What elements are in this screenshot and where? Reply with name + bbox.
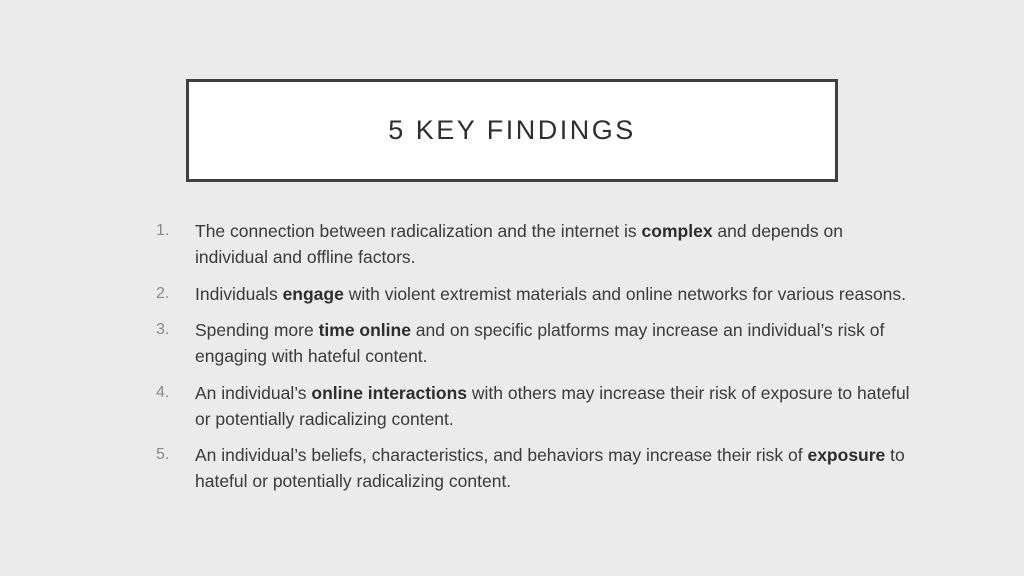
finding-emphasis: online interactions xyxy=(311,382,467,403)
finding-item-5 xyxy=(150,442,920,494)
finding-emphasis: time online xyxy=(318,320,411,340)
finding-text-after: and depends on individual and offline factors. xyxy=(195,221,843,267)
finding-text-after: to hateful or potentially radicalizing content. xyxy=(195,445,905,491)
finding-text-before: An individual’s xyxy=(195,382,312,403)
finding-emphasis: engage xyxy=(282,283,344,304)
slide-title: 5 KEY FINDINGS xyxy=(388,115,636,145)
finding-text-before: The connection between radicalization and the internet is xyxy=(195,221,642,241)
finding-text-after: with violent extremist materials and online networks for various reasons. xyxy=(343,283,907,304)
findings-list xyxy=(150,218,920,505)
finding-number: 2. xyxy=(156,284,170,302)
finding-number: 5. xyxy=(156,446,170,463)
finding-number: 3. xyxy=(156,321,170,338)
finding-emphasis: exposure xyxy=(807,445,886,465)
finding-number: 1. xyxy=(156,222,170,239)
finding-text-before: Individuals xyxy=(195,283,283,304)
finding-text-after: with others may increase their risk of exposure to hateful or potentially radicalizing content. xyxy=(195,382,910,429)
finding-text-after: and on specific platforms may increase an individual’s risk of engaging with hateful content. xyxy=(195,320,885,366)
finding-item-2 xyxy=(150,281,920,307)
finding-emphasis: complex xyxy=(641,221,713,241)
finding-text-before: An individual’s beliefs, characteristics, and behaviors may increase their risk of xyxy=(195,445,808,465)
finding-text-before: Spending more xyxy=(195,320,319,340)
finding-item-1 xyxy=(150,218,920,270)
finding-item-3 xyxy=(150,317,920,369)
finding-number: 4. xyxy=(156,383,170,401)
title-box xyxy=(186,79,838,182)
finding-item-4 xyxy=(150,380,920,432)
